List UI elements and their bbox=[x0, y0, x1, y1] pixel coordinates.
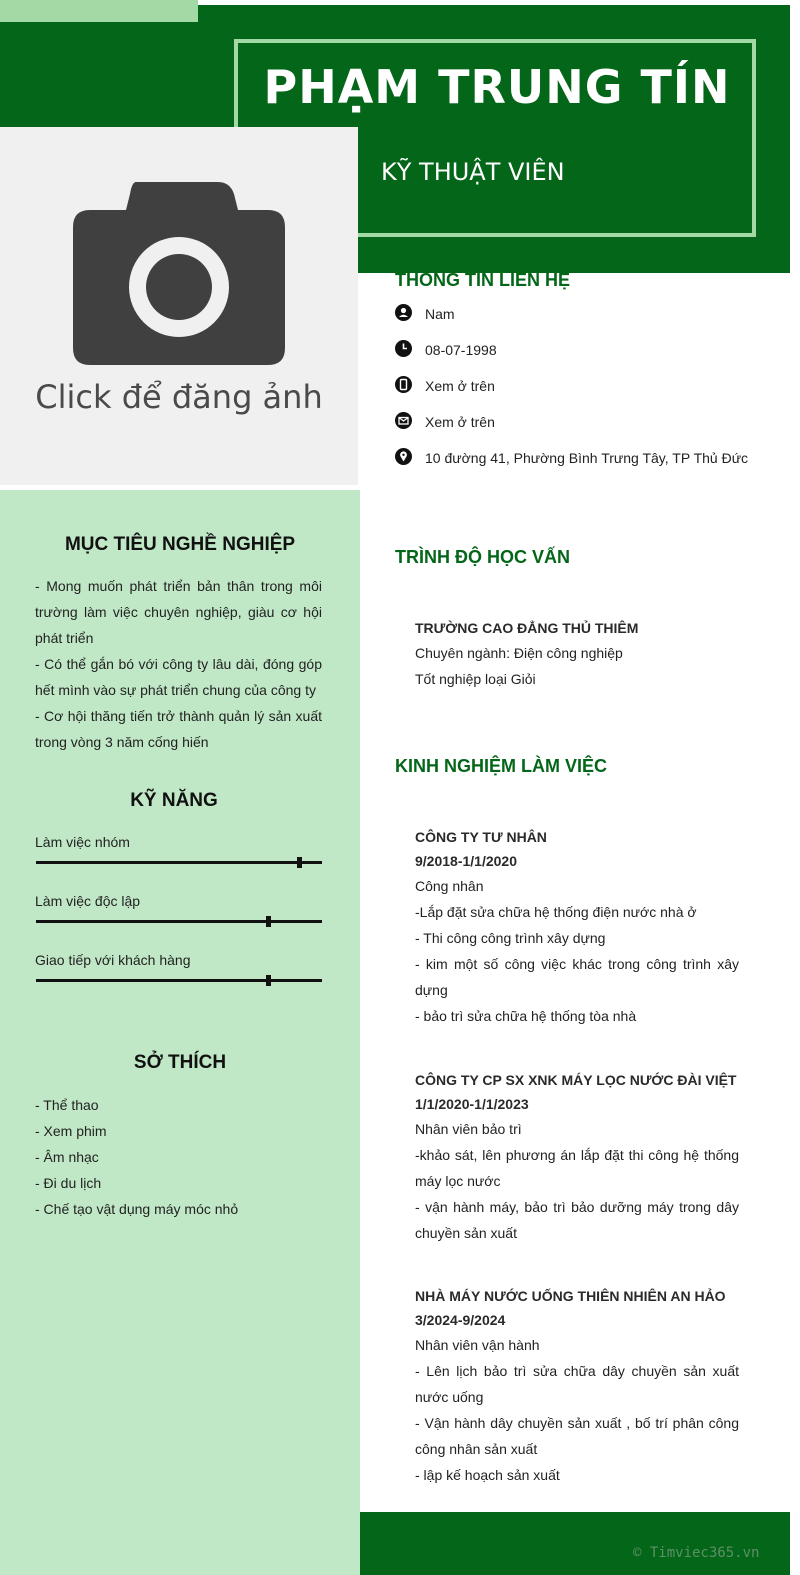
skill-label: Giao tiếp với khách hàng bbox=[35, 952, 191, 968]
contact-gender-text: Nam bbox=[425, 306, 455, 322]
education-school: TRƯỜNG CAO ĐẲNG THỦ THIÊM bbox=[415, 620, 639, 636]
skill-label: Làm việc nhóm bbox=[35, 834, 130, 850]
user-icon bbox=[395, 304, 412, 321]
site-watermark: © Timviec365.vn bbox=[633, 1545, 760, 1561]
job-details: - Lên lịch bảo trì sửa chữa dây chuyền sản xuất nước uống - Vận hành dây chuyền sản xuất , bố trí phân công công nhân sản xuất - lập kế hoạch sản xuất bbox=[415, 1363, 739, 1483]
photo-upload[interactable] bbox=[0, 127, 358, 485]
hobby-item: - Chế tạo vật dụng máy móc nhỏ bbox=[35, 1201, 239, 1217]
job-period: 9/2018-1/1/2020 bbox=[415, 853, 517, 869]
education-major: Chuyên ngành: Điện công nghiệp bbox=[415, 645, 623, 661]
skill-level-marker bbox=[266, 975, 271, 986]
accent-strip bbox=[0, 0, 198, 22]
photo-upload-label: Click để đăng ảnh bbox=[35, 378, 323, 416]
hobby-item: - Âm nhạc bbox=[35, 1149, 99, 1165]
objective-text: - Mong muốn phát triển bản thân trong môi trường làm việc chuyên nghiệp, giàu cơ hội phát triển - Có thể gắn bó với công ty lâu dài, đóng góp hết mình vào sự phát triển chung của công ty - Cơ hội thăng tiến trở thành quản lý sản xuất trong vòng 3 năm cống hiến bbox=[35, 578, 322, 750]
footer-band bbox=[360, 1512, 790, 1575]
skill-bar bbox=[36, 979, 322, 982]
candidate-name: PHẠM TRUNG TÍN bbox=[263, 60, 731, 114]
skill-level-marker bbox=[266, 916, 271, 927]
skills-title: KỸ NĂNG bbox=[130, 790, 218, 811]
phone-icon bbox=[395, 376, 412, 393]
skill-bar bbox=[36, 861, 322, 864]
job-position: Công nhân bbox=[415, 878, 484, 894]
job-title: KỸ THUẬT VIÊN bbox=[381, 158, 565, 186]
hobby-item: - Xem phim bbox=[35, 1123, 107, 1139]
skill-bar bbox=[36, 920, 322, 923]
skill-label: Làm việc độc lập bbox=[35, 893, 141, 909]
job-company: CÔNG TY TƯ NHÂN bbox=[415, 829, 547, 845]
job-position: Nhân viên vận hành bbox=[415, 1337, 540, 1353]
job-company: NHÀ MÁY NƯỚC UỐNG THIÊN NHIÊN AN HẢO bbox=[415, 1288, 726, 1304]
location-icon bbox=[395, 448, 412, 465]
hobby-item: - Thể thao bbox=[35, 1097, 99, 1113]
job-period: 1/1/2020-1/1/2023 bbox=[415, 1096, 529, 1112]
job-details: -Lắp đặt sửa chữa hệ thống điện nước nhà ở - Thi công công trình xây dựng - kim một số công việc khác trong công trình xây dựng - bảo trì sửa chữa hệ thống tòa nhà bbox=[415, 904, 739, 1024]
contact-email-text: Xem ở trên bbox=[425, 414, 495, 430]
objective-title: MỤC TIÊU NGHỀ NGHIỆP bbox=[64, 534, 296, 555]
job-position: Nhân viên bảo trì bbox=[415, 1121, 522, 1137]
email-icon bbox=[395, 412, 412, 429]
contact-title: THÔNG TIN LIÊN HỆ bbox=[395, 270, 570, 290]
experience-title: KINH NGHIỆM LÀM VIỆC bbox=[395, 756, 608, 776]
skill-level-marker bbox=[297, 857, 302, 868]
hobby-item: - Đi du lịch bbox=[35, 1175, 102, 1191]
contact-phone-text: Xem ở trên bbox=[425, 378, 495, 394]
contact-address-text: 10 đường 41, Phường Bình Trưng Tây, TP Thủ Đức bbox=[425, 450, 749, 466]
clock-icon bbox=[395, 340, 412, 357]
camera-icon bbox=[72, 180, 286, 366]
job-details: -khảo sát, lên phương án lắp đặt thi công hệ thống máy lọc nước - vận hành máy, bảo trì bảo dưỡng máy trong dây chuyền sản xuất bbox=[415, 1147, 739, 1241]
education-title: TRÌNH ĐỘ HỌC VẤN bbox=[395, 547, 570, 567]
job-period: 3/2024-9/2024 bbox=[415, 1312, 506, 1328]
education-grade: Tốt nghiệp loại Giỏi bbox=[415, 671, 536, 687]
job-company: CÔNG TY CP SX XNK MÁY LỌC NƯỚC ĐÀI VIỆT bbox=[415, 1072, 737, 1088]
contact-birthday-text: 08-07-1998 bbox=[425, 342, 497, 358]
hobbies-title: SỞ THÍCH bbox=[133, 1052, 227, 1073]
